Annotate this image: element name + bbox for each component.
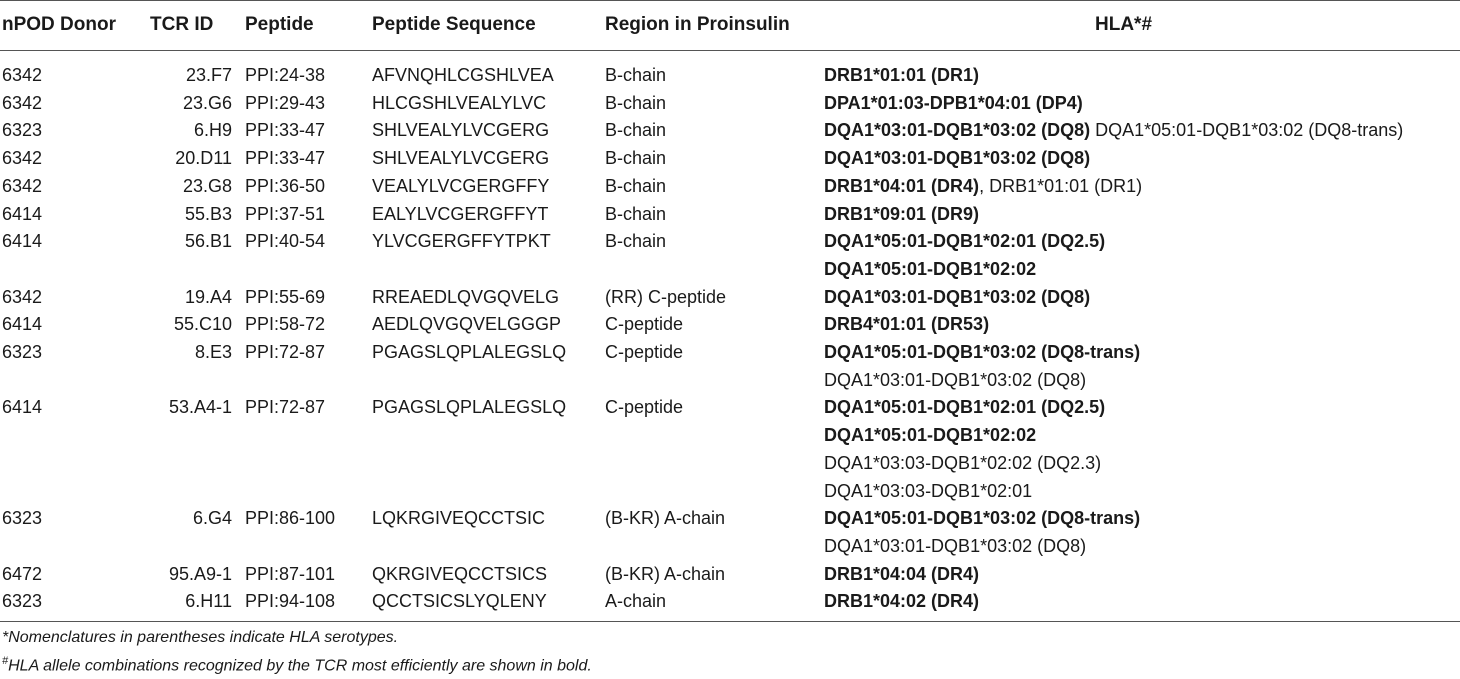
cell-region: C-peptide [605, 342, 684, 362]
cell-hla [824, 173, 1142, 201]
hla-bold: DQA1*03:01-DQB1*03:02 (DQ8) [824, 120, 1091, 141]
cell-tcr-id: 6.H9 [193, 120, 232, 141]
cell-tcr-id: 95.A9-1 [168, 563, 232, 584]
table-row [0, 394, 1460, 422]
cell-hla [824, 422, 1036, 450]
cell-hla [824, 561, 979, 589]
cell-peptide: PPI:87-101 [245, 563, 336, 584]
cell-sequence: PGAGSLQPLALEGSLQ [372, 397, 567, 418]
cell-peptide: PPI:24-38 [245, 65, 326, 85]
table-row [0, 339, 1460, 367]
hla-bold: DRB1*09:01 (DR9) [824, 203, 980, 224]
cell-tcr-id: 23.F7 [185, 65, 232, 85]
hla-bold: DRB1*04:02 (DR4) [824, 591, 980, 612]
cell-tcr-id: 23.G8 [182, 175, 232, 196]
cell-peptide: PPI:37-51 [245, 203, 326, 224]
hla-bold: DRB1*04:01 (DR4) [824, 175, 980, 196]
table-row [0, 588, 1460, 616]
hla-separator: , [979, 175, 990, 196]
hla-bold: DQA1*05:01-DQB1*02:01 (DQ2.5) [824, 231, 1106, 252]
cell-tcr-id: 55.B3 [184, 203, 232, 224]
hla-plain: DQA1*05:01-DQB1*03:02 (DQ8-trans) [1095, 120, 1404, 141]
cell-hla [824, 394, 1105, 422]
table-row [0, 533, 1460, 561]
table-row [0, 117, 1460, 145]
footnote-serotypes: *Nomenclatures in parentheses indicate HLA serotypes. [2, 629, 399, 646]
hla-bold: DRB1*04:04 (DR4) [824, 563, 980, 584]
hla-bold: DQA1*05:01-DQB1*03:02 (DQ8-trans) [824, 342, 1141, 362]
cell-donor: 6342 [2, 92, 43, 113]
table-row [0, 62, 1460, 90]
table-row [0, 478, 1460, 506]
cell-region: C-peptide [605, 397, 684, 418]
header-peptide-sequence: Peptide Sequence [372, 14, 536, 35]
cell-hla [824, 201, 979, 229]
cell-hla [824, 228, 1105, 256]
table-row [0, 450, 1460, 478]
cell-donor: 6342 [2, 65, 43, 85]
header-hla: HLA*# [1095, 14, 1153, 35]
cell-hla [824, 478, 1032, 506]
cell-hla [824, 117, 1403, 145]
table-row [0, 228, 1460, 256]
table-row [0, 201, 1460, 229]
cell-sequence: LQKRGIVEQCCTSIC [372, 508, 546, 529]
cell-region: B-chain [605, 175, 667, 196]
header-rule [0, 50, 1460, 51]
table-top-rule [0, 0, 1460, 1]
hla-bold: DQA1*05:01-DQB1*02:02 [824, 258, 1037, 279]
hla-bold: DRB4*01:01 (DR53) [824, 314, 990, 335]
cell-sequence: SHLVEALYLVCGERG [372, 148, 550, 169]
cell-peptide: PPI:33-47 [245, 120, 326, 141]
cell-tcr-id: 20.D11 [175, 148, 232, 169]
hla-plain: DRB1*01:01 (DR1) [989, 175, 1143, 196]
cell-region: C-peptide [605, 314, 684, 335]
cell-hla [824, 62, 979, 90]
hla-bold: DQA1*05:01-DQB1*03:02 (DQ8-trans) [824, 508, 1141, 529]
hla-plain: DQA1*03:03-DQB1*02:01 [824, 480, 1033, 501]
cell-hla [824, 505, 1140, 533]
cell-donor: 6342 [2, 286, 43, 307]
cell-hla [824, 450, 1101, 478]
cell-sequence: VEALYLVCGERGFFY [372, 175, 550, 196]
hla-bold: DQA1*05:01-DQB1*02:01 (DQ2.5) [824, 397, 1106, 418]
cell-donor: 6414 [2, 397, 43, 418]
cell-tcr-id: 55.C10 [173, 314, 232, 335]
header-region: Region in Proinsulin [605, 14, 790, 35]
cell-sequence: QCCTSICSLYQLENY [372, 591, 547, 612]
cell-donor: 6323 [2, 508, 43, 529]
cell-hla [824, 588, 979, 616]
cell-sequence: SHLVEALYLVCGERG [372, 120, 550, 141]
cell-tcr-id: 6.G4 [192, 508, 232, 529]
hla-plain: DQA1*03:01-DQB1*03:02 (DQ8) [824, 369, 1087, 390]
cell-region: (RR) C-peptide [605, 286, 727, 307]
cell-sequence: EALYLVCGERGFFYT [372, 203, 549, 224]
cell-tcr-id: 53.A4-1 [168, 397, 232, 418]
cell-tcr-id: 56.B1 [184, 231, 232, 252]
cell-region: B-chain [605, 231, 667, 252]
header-peptide: Peptide [245, 14, 314, 35]
cell-hla [824, 533, 1086, 561]
header-donor: nPOD Donor [2, 14, 116, 35]
cell-sequence: QKRGIVEQCCTSICS [372, 563, 548, 584]
cell-sequence: RREAEDLQVGQVELG [372, 286, 560, 307]
hla-bold: DRB1*01:01 (DR1) [824, 65, 980, 85]
cell-region: (B-KR) A-chain [605, 563, 726, 584]
hla-bold: DPA1*01:03-DPB1*04:01 (DP4) [824, 92, 1083, 113]
cell-peptide: PPI:86-100 [245, 508, 336, 529]
table-row [0, 90, 1460, 118]
cell-tcr-id: 8.E3 [194, 342, 232, 362]
cell-peptide: PPI:58-72 [245, 314, 326, 335]
table-bottom-rule [0, 621, 1460, 622]
cell-sequence: AFVNQHLCGSHLVEA [372, 65, 554, 85]
cell-region: B-chain [605, 65, 667, 85]
table-row [0, 145, 1460, 173]
cell-peptide: PPI:40-54 [245, 231, 326, 252]
cell-region: B-chain [605, 148, 667, 169]
cell-region: (B-KR) A-chain [605, 508, 726, 529]
table-row [0, 173, 1460, 201]
hla-plain: DQA1*03:01-DQB1*03:02 (DQ8) [824, 535, 1087, 556]
header-tcr-id: TCR ID [150, 14, 214, 35]
cell-donor: 6414 [2, 231, 43, 252]
cell-tcr-id: 6.H11 [185, 591, 232, 612]
cell-donor: 6323 [2, 120, 43, 141]
cell-tcr-id: 19.A4 [184, 286, 232, 307]
cell-hla [824, 367, 1086, 395]
cell-sequence: YLVCGERGFFYTPKT [372, 231, 551, 252]
cell-hla [824, 90, 1083, 118]
table-row [0, 367, 1460, 395]
cell-donor: 6414 [2, 203, 43, 224]
cell-tcr-id: 23.G6 [182, 92, 232, 113]
hla-bold: DQA1*03:01-DQB1*03:02 (DQ8) [824, 148, 1091, 169]
cell-peptide: PPI:29-43 [245, 92, 326, 113]
hla-plain: DQA1*03:03-DQB1*02:02 (DQ2.3) [824, 452, 1102, 473]
cell-peptide: PPI:36-50 [245, 175, 326, 196]
cell-region: A-chain [605, 591, 667, 612]
cell-peptide: PPI:94-108 [245, 591, 336, 612]
cell-donor: 6342 [2, 148, 43, 169]
cell-region: B-chain [605, 120, 667, 141]
cell-peptide: PPI:33-47 [245, 148, 326, 169]
footnote-mark: # [2, 655, 9, 667]
cell-sequence: AEDLQVGQVELGGGP [372, 314, 562, 335]
cell-hla [824, 311, 989, 339]
table-row [0, 561, 1460, 589]
table-row [0, 256, 1460, 284]
cell-hla [824, 339, 1140, 367]
cell-sequence: PGAGSLQPLALEGSLQ [372, 342, 567, 362]
table-row [0, 311, 1460, 339]
cell-donor: 6323 [2, 591, 43, 612]
table-row [0, 284, 1460, 312]
cell-donor: 6323 [2, 342, 43, 362]
cell-peptide: PPI:72-87 [245, 397, 326, 418]
hla-bold: DQA1*05:01-DQB1*02:02 [824, 425, 1037, 446]
cell-donor: 6414 [2, 314, 43, 335]
footnote-bold [2, 655, 592, 675]
cell-peptide: PPI:72-87 [245, 342, 326, 362]
cell-region: B-chain [605, 92, 667, 113]
cell-hla [824, 284, 1090, 312]
table-row [0, 505, 1460, 533]
cell-peptide: PPI:55-69 [245, 286, 326, 307]
cell-donor: 6342 [2, 175, 43, 196]
cell-sequence: HLCGSHLVEALYLVC [372, 92, 547, 113]
cell-hla [824, 256, 1036, 284]
cell-donor: 6472 [2, 563, 43, 584]
cell-hla [824, 145, 1090, 173]
table-row [0, 422, 1460, 450]
footnote-bold-text: HLA allele combinations recognized by the TCR most efficiently are shown in bold. [8, 657, 592, 675]
hla-bold: DQA1*03:01-DQB1*03:02 (DQ8) [824, 286, 1091, 307]
cell-region: B-chain [605, 203, 667, 224]
